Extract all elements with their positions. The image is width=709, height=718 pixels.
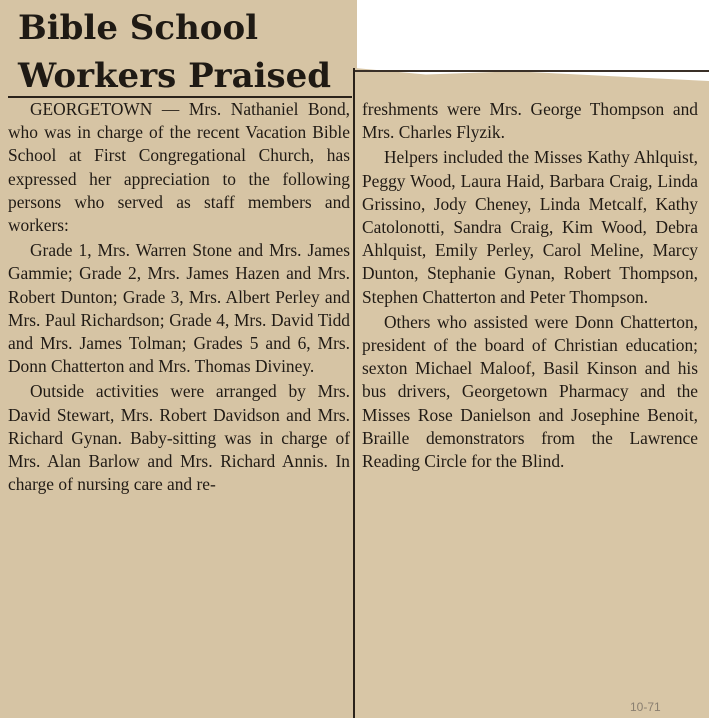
right-column-top-rule [355,70,709,72]
headline [18,4,353,100]
paragraph-intro: GEORGETOWN — Mrs. Nathaniel Bond, who was in charge of the recent Vacation Bible School at First Congregational Church, has expressed her appreciation to the following persons who served as staff members and workers: [8,99,350,236]
margin-note: 10-71 [630,700,661,714]
paragraph-helpers: Helpers included the Misses Kathy Ahlquist, Peggy Wood, Laura Haid, Barbara Craig, Linda Grissino, Jody Cheney, Linda Metcalf, Kathy Catolonotti, Sandra Craig, Kim Wood, Debra Ahlquist, Emily Perley, Carol Meline, Marcy Dunton, Stephanie Gynan, Robert Thompson, Stephen Chatterton and Peter Thompson. [362,147,698,307]
headline-line-2: Workers Praised [18,56,332,96]
column-divider [353,68,355,718]
article-column-1 [8,98,350,496]
paragraph-refreshments: freshments were Mrs. George Thompson and Mrs. Charles Flyzik. [362,99,698,143]
paragraph-others: Others who assisted were Donn Chatterton, president of the board of Christian education; sexton Michael Maloof, Basil Kinson and his bus drivers, Georgetown Pharmacy and the Misses Rose Danielson and Josephine Benoit, Braille demonstrators from the Lawrence Reading Circle for the Blind. [362,311,698,472]
paragraph-grades: Grade 1, Mrs. Warren Stone and Mrs. James Gammie; Grade 2, Mrs. James Hazen and Mrs. Robert Dunton; Grade 3, Mrs. Albert Perley and Mrs. Paul Richardson; Grade 4, Mrs. David Tidd and Mrs. James Tolman; Grades 5 and 6, Mrs. Donn Chatterton and Mrs. Thomas Diviney. [8,240,350,377]
article-column-2 [362,98,698,473]
headline-line-1: Bible School [18,8,259,48]
paragraph-activities: Outside activities were arranged by Mrs. David Stewart, Mrs. Robert Davidson and Mrs. Richard Gynan. Baby-sitting was in charge of Mrs. Alan Barlow and Mrs. Richard Annis. In charge of nursing care and re- [8,381,350,495]
